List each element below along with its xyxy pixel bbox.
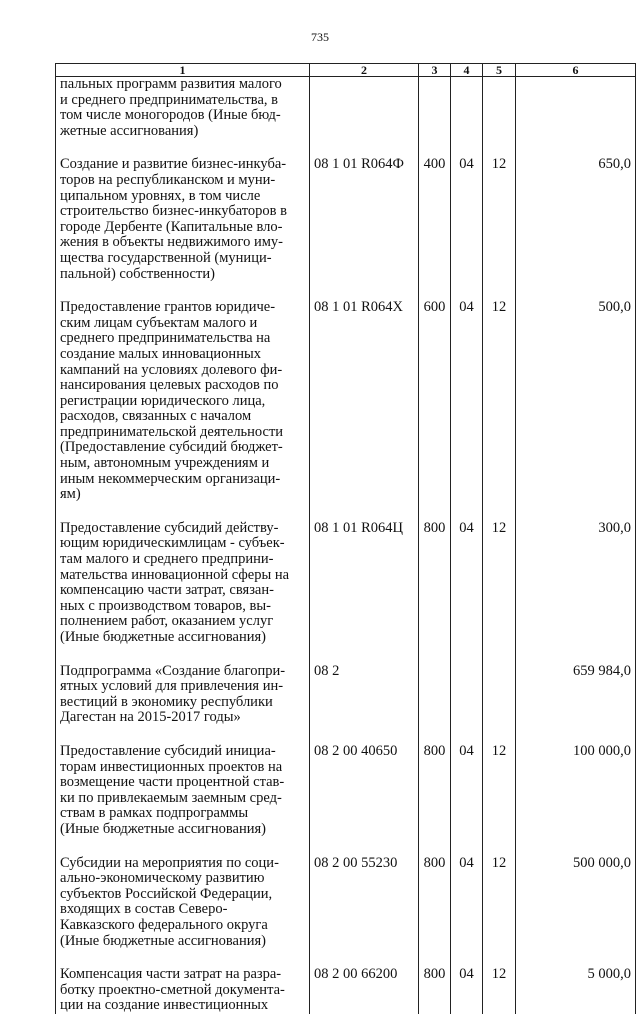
spacer-cell (56, 838, 310, 856)
budget-table (55, 63, 636, 1014)
description-line: строительство бизнес-инкубаторов в (60, 203, 287, 220)
spacer-cell (483, 646, 516, 664)
description-line: мательства инновационной сферы на (60, 566, 290, 583)
table-row (56, 744, 636, 838)
row-code: 08 1 01 R064Х (310, 300, 419, 503)
spacer-cell (310, 646, 419, 664)
row-code: 08 2 (310, 664, 419, 726)
description-line: компенсацию части затрат, связан- (60, 582, 274, 599)
spacer-cell (419, 726, 451, 744)
table-row (56, 967, 636, 1014)
spacer-cell (516, 949, 636, 967)
spacer-cell (56, 646, 310, 664)
spacer-cell (56, 503, 310, 521)
column-header-pr: 5 (483, 64, 516, 77)
spacer-cell (310, 503, 419, 521)
description-line: Предоставление грантов юридиче- (60, 299, 276, 316)
row-rz: 04 (451, 157, 483, 282)
row-amount: 300,0 (516, 521, 636, 646)
row-code (310, 77, 419, 140)
spacer-cell (451, 282, 483, 300)
description-line: торам инвестиционных проектов на (60, 758, 283, 775)
row-vr: 800 (419, 856, 451, 950)
spacer-cell (483, 503, 516, 521)
description-line: ботку проектно-сметной документа- (60, 981, 285, 998)
description-line: нансирования целевых расходов по (60, 377, 279, 394)
description-line: ных с производством товаров, вы- (60, 597, 271, 614)
spacer-cell (483, 282, 516, 300)
spacer-cell (451, 949, 483, 967)
row-description (56, 856, 310, 950)
row-rz: 04 (451, 967, 483, 1014)
row-amount: 5 000,0 (516, 967, 636, 1014)
row-rz (451, 664, 483, 726)
table-row (56, 664, 636, 726)
description-line: там малого и среднего предприни- (60, 551, 274, 568)
spacer-cell (483, 838, 516, 856)
description-line: ям) (60, 486, 81, 503)
description-line: Дагестан на 2015-2017 годы» (60, 709, 241, 726)
description-line: том числе моногородов (Иные бюд- (60, 107, 281, 124)
row-spacer (56, 139, 636, 157)
description-line: щества государственной (муници- (60, 249, 272, 266)
description-line: полнением работ, оказанием услуг (60, 613, 274, 630)
row-pr: 12 (483, 967, 516, 1014)
description-line: ствам в рамках подпрограммы (60, 805, 249, 822)
row-pr: 12 (483, 744, 516, 838)
row-spacer (56, 838, 636, 856)
description-line: вестиций в экономику республики (60, 693, 273, 710)
spacer-cell (516, 139, 636, 157)
description-line: возмещение части процентной став- (60, 774, 285, 791)
spacer-cell (310, 838, 419, 856)
row-vr: 600 (419, 300, 451, 503)
spacer-cell (516, 838, 636, 856)
description-line: предпринимательской деятельности (60, 423, 284, 440)
row-spacer (56, 646, 636, 664)
description-line: иным некоммерческим организаци- (60, 470, 281, 487)
row-vr (419, 77, 451, 140)
row-rz (451, 77, 483, 140)
spacer-cell (419, 503, 451, 521)
table-row (56, 77, 636, 140)
description-line: и среднего предпринимательства, в (60, 91, 278, 108)
description-line: ки по привлекаемым заемным сред- (60, 789, 282, 806)
spacer-cell (419, 838, 451, 856)
description-line: ятных условий для привлечения ин- (60, 678, 284, 695)
description-line: субъектов Российской Федерации, (60, 885, 273, 902)
description-line: ципальном уровнях, в том числе (60, 187, 261, 204)
description-line: (Иные бюджетные ассигнования) (60, 932, 267, 949)
row-pr: 12 (483, 521, 516, 646)
row-vr (419, 664, 451, 726)
description-line: городе Дербенте (Капитальные вло- (60, 218, 283, 235)
row-spacer (56, 282, 636, 300)
description-line: ским лицам субъектам малого и (60, 314, 258, 331)
description-line: кампаний на условиях долевого фи- (60, 361, 283, 378)
description-line: Субсидии на мероприятия по соци- (60, 854, 279, 871)
spacer-cell (516, 282, 636, 300)
row-amount: 650,0 (516, 157, 636, 282)
description-line: Создание и развитие бизнес-инкуба- (60, 156, 287, 173)
table-header-row (56, 64, 636, 77)
description-line: (Предоставление субсидий бюджет- (60, 439, 283, 456)
spacer-cell (516, 646, 636, 664)
row-code: 08 1 01 R064Ф (310, 157, 419, 282)
column-header-amount: 6 (516, 64, 636, 77)
row-description (56, 77, 310, 140)
row-spacer (56, 726, 636, 744)
row-rz: 04 (451, 521, 483, 646)
spacer-cell (451, 503, 483, 521)
spacer-cell (419, 646, 451, 664)
row-amount (516, 77, 636, 140)
description-line: входящих в состав Северо- (60, 901, 228, 918)
spacer-cell (451, 139, 483, 157)
row-spacer (56, 503, 636, 521)
description-line: пальных программ развития малого (60, 76, 282, 92)
row-description (56, 664, 310, 726)
description-line: торов на республиканском и муни- (60, 171, 276, 188)
spacer-cell (310, 726, 419, 744)
row-pr (483, 664, 516, 726)
description-line: Предоставление субсидий инициа- (60, 742, 276, 759)
row-vr: 800 (419, 967, 451, 1014)
spacer-cell (483, 139, 516, 157)
spacer-cell (419, 139, 451, 157)
table-row (56, 157, 636, 282)
row-code: 08 1 01 R064Ц (310, 521, 419, 646)
spacer-cell (419, 949, 451, 967)
description-line: регистрации юридического лица, (60, 392, 266, 409)
spacer-cell (451, 838, 483, 856)
description-line: ным, автономным учреждениям и (60, 455, 270, 472)
description-line: (Иные бюджетные ассигнования) (60, 629, 267, 645)
row-code: 08 2 00 66200 (310, 967, 419, 1014)
description-line: Компенсация части затрат на разра- (60, 966, 282, 983)
spacer-cell (451, 646, 483, 664)
row-vr: 800 (419, 744, 451, 838)
row-rz: 04 (451, 744, 483, 838)
description-line: ющим юридическимлицам - субъек- (60, 535, 285, 552)
column-header-code: 2 (310, 64, 419, 77)
spacer-cell (516, 726, 636, 744)
spacer-cell (483, 726, 516, 744)
spacer-cell (483, 949, 516, 967)
column-header-vr: 3 (419, 64, 451, 77)
row-amount: 500 000,0 (516, 856, 636, 950)
description-line: создание малых инновационных (60, 345, 261, 362)
row-vr: 800 (419, 521, 451, 646)
spacer-cell (451, 726, 483, 744)
row-amount: 659 984,0 (516, 664, 636, 726)
row-spacer (56, 949, 636, 967)
description-line: расходов, связанных с началом (60, 408, 252, 425)
row-code: 08 2 00 40650 (310, 744, 419, 838)
spacer-cell (310, 139, 419, 157)
description-line: жения в объекты недвижимого иму- (60, 234, 283, 251)
row-description (56, 300, 310, 503)
spacer-cell (56, 726, 310, 744)
row-description (56, 744, 310, 838)
row-description (56, 967, 310, 1014)
table-body (56, 77, 636, 1014)
spacer-cell (56, 282, 310, 300)
row-rz: 04 (451, 300, 483, 503)
spacer-cell (310, 949, 419, 967)
spacer-cell (419, 282, 451, 300)
column-header-name: 1 (56, 64, 310, 77)
row-pr (483, 77, 516, 140)
row-description (56, 157, 310, 282)
description-line: Подпрограмма «Создание благопри- (60, 662, 286, 679)
row-description (56, 521, 310, 646)
row-vr: 400 (419, 157, 451, 282)
table-row (56, 521, 636, 646)
description-line: Кавказского федерального округа (60, 916, 268, 933)
spacer-cell (56, 949, 310, 967)
description-line: пальной) собственности) (60, 265, 215, 282)
spacer-cell (310, 282, 419, 300)
row-pr: 12 (483, 856, 516, 950)
description-line: Предоставление субсидий действу- (60, 519, 279, 536)
row-pr: 12 (483, 157, 516, 282)
page-number: 735 (311, 30, 329, 44)
description-line: ции на создание инвестиционных (60, 997, 269, 1014)
spacer-cell (56, 139, 310, 157)
spacer-cell (516, 503, 636, 521)
description-line: ально-экономическому развитию (60, 870, 265, 887)
row-code: 08 2 00 55230 (310, 856, 419, 950)
column-header-rz: 4 (451, 64, 483, 77)
row-pr: 12 (483, 300, 516, 503)
row-amount: 500,0 (516, 300, 636, 503)
table-row (56, 300, 636, 503)
description-line: (Иные бюджетные ассигнования) (60, 820, 267, 837)
description-line: среднего предпринимательства на (60, 330, 271, 347)
table-row (56, 856, 636, 950)
description-line: жетные ассигнования) (60, 122, 199, 139)
row-rz: 04 (451, 856, 483, 950)
row-amount: 100 000,0 (516, 744, 636, 838)
